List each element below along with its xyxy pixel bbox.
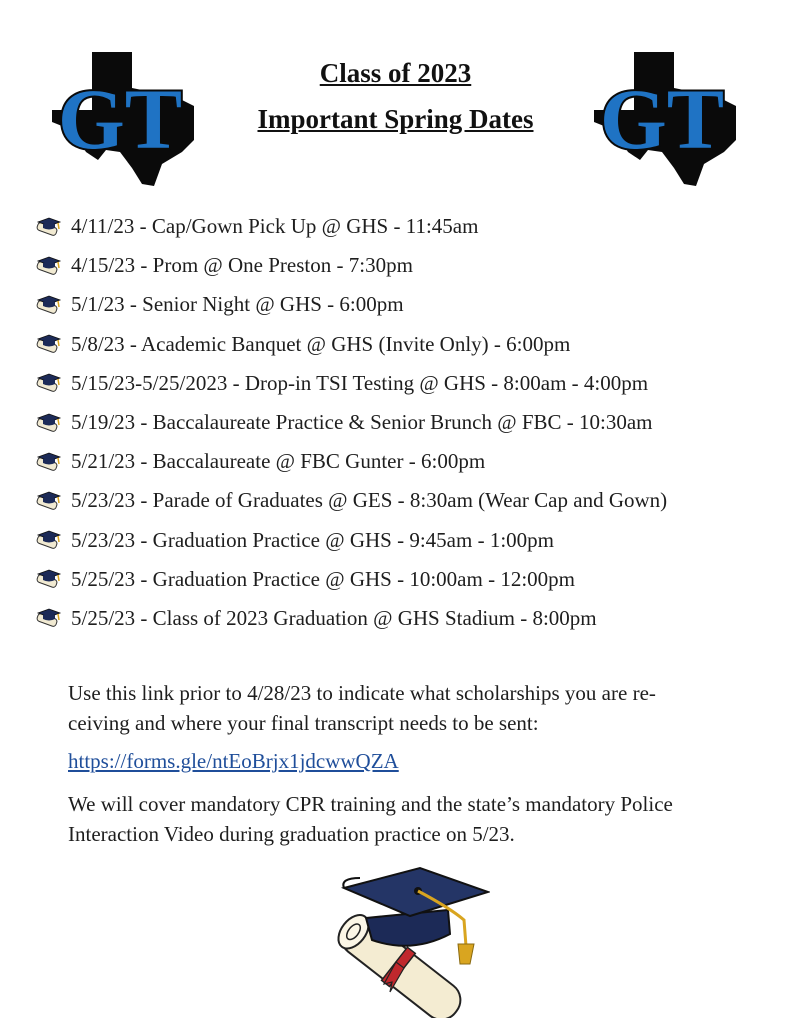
graduation-cap-bullet-icon [34, 216, 62, 238]
date-item-text: 5/25/23 - Graduation Practice @ GHS - 10:00am - 12:00pm [71, 566, 575, 591]
date-item [34, 364, 667, 403]
paragraph-line: Interaction Video during graduation practice on 5/23. [68, 822, 515, 846]
date-item-text: 4/15/23 - Prom @ One Preston - 7:30pm [71, 253, 413, 278]
title-line-1: Class of 2023 [319, 58, 472, 88]
graduation-cap-bullet-icon [34, 451, 62, 473]
scholarship-paragraph [68, 678, 728, 738]
date-item [34, 285, 667, 324]
date-item-text: 5/15/23-5/25/2023 - Drop-in TSI Testing @ GHS - 8:00am - 4:00pm [71, 370, 649, 395]
graduation-cap-bullet-icon [34, 333, 62, 355]
date-item-text: 4/11/23 - Cap/Gown Pick Up @ GHS - 11:45am [71, 214, 479, 239]
date-item [34, 521, 667, 560]
date-item-text: 5/19/23 - Baccalaureate Practice & Senior Brunch @ FBC - 10:30am [71, 410, 653, 435]
date-item [34, 599, 667, 638]
graduation-cap-bullet-icon [34, 529, 62, 551]
title-line-2: Important Spring Dates [257, 104, 534, 134]
date-item [34, 246, 667, 285]
cpr-note-paragraph [68, 789, 728, 849]
paragraph-line: Use this link prior to 4/28/23 to indicate what scholarships you are re- [68, 681, 656, 705]
graduation-cap-diploma-icon [300, 858, 490, 1018]
graduation-cap-bullet-icon [34, 607, 62, 629]
date-item-text: 5/1/23 - Senior Night @ GHS - 6:00pm [71, 292, 404, 317]
date-item-text: 5/25/23 - Class of 2023 Graduation @ GHS Stadium - 8:00pm [71, 605, 597, 630]
paragraph-line: We will cover mandatory CPR training and the state’s mandatory Police [68, 792, 673, 816]
logo-text: GT [599, 71, 725, 167]
scholarship-form-link[interactable]: https://forms.gle/ntEoBrjx1jdcwwQZA [68, 749, 399, 773]
date-item-text: 5/23/23 - Graduation Practice @ GHS - 9:45am - 1:00pm [71, 527, 554, 552]
graduation-cap-bullet-icon [34, 568, 62, 590]
date-item [34, 325, 667, 364]
graduation-cap-bullet-icon [34, 372, 62, 394]
graduation-cap-bullet-icon [34, 255, 62, 277]
graduation-cap-bullet-icon [34, 412, 62, 434]
date-item-text: 5/8/23 - Academic Banquet @ GHS (Invite Only) - 6:00pm [71, 331, 571, 356]
dates-list [34, 207, 667, 638]
graduation-cap-bullet-icon [34, 490, 62, 512]
date-item [34, 207, 667, 246]
logo-text: GT [57, 71, 183, 167]
date-item [34, 403, 667, 442]
paragraph-line: ceiving and where your final transcript needs to be sent: [68, 711, 539, 735]
date-item [34, 481, 667, 520]
date-item-text: 5/21/23 - Baccalaureate @ FBC Gunter - 6:00pm [71, 449, 486, 474]
graduation-cap-bullet-icon [34, 294, 62, 316]
date-item-text: 5/23/23 - Parade of Graduates @ GES - 8:30am (Wear Cap and Gown) [71, 488, 668, 513]
date-item [34, 560, 667, 599]
date-item [34, 442, 667, 481]
